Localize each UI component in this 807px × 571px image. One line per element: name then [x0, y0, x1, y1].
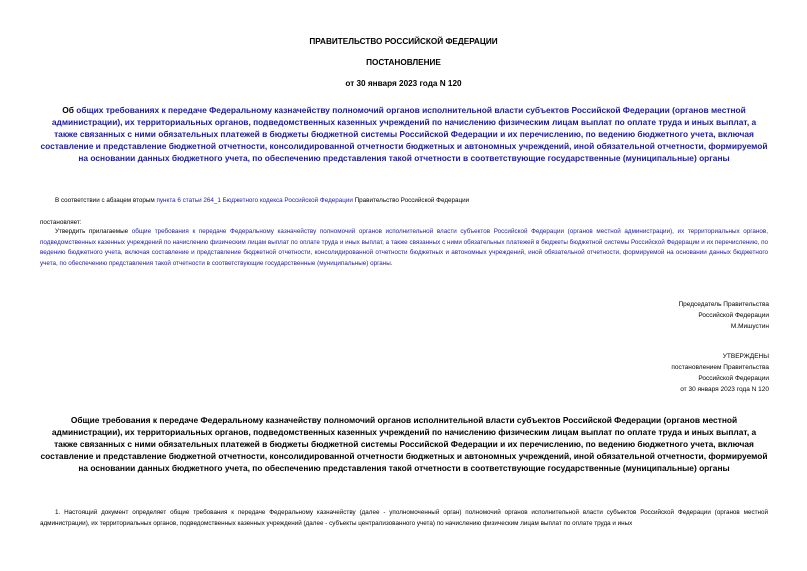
preamble-budget-code-link[interactable]: Бюджетного кодекса Российской Федерации	[222, 197, 353, 204]
approve-text-before: Утвердить прилагаемые	[55, 228, 132, 235]
document-date-number: от 30 января 2023 года N 120	[345, 79, 462, 88]
approval-block	[671, 351, 769, 395]
title-prefix: Об	[62, 105, 77, 115]
approval-line-2: постановлением Правительства	[671, 364, 769, 371]
approval-heading: УТВЕРЖДЕНЫ	[722, 353, 769, 360]
document-type-heading: ПОСТАНОВЛЕНИЕ	[366, 58, 441, 67]
preamble-paragraph	[55, 196, 775, 207]
signature-country: Российской Федерации	[698, 312, 769, 319]
preamble-text-before: В соответствии с абзацем вторым	[55, 197, 157, 204]
government-heading: ПРАВИТЕЛЬСТВО РОССИЙСКОЙ ФЕДЕРАЦИИ	[309, 37, 498, 46]
approve-link[interactable]: общие требования к передаче Федеральному казначейству полномочий органов исполнительной власти субъектов Российской Федерации (органов местной администрации), их территориальных органов, подведомственных казенных учреждений по начислению физическим лицам выплат по оплате труда и иных выплат, а также связанных с ними обязательных платежей в бюджеты бюджетной системы Российской Федерации и их перечислению, по ведению бюджетного учета, включая составление и представление бюджетной отчетности, консолидированной отчетности бюджетных и автономных учреждений, иной обязательной отчетности, формируемой на основании данных бюджетного учета, по обеспечению представления такой отчетности в соответствующие государственные (муниципальные) органы	[40, 228, 769, 267]
paragraph-1: 1. Настоящий документ определяет общие требования к передаче Федеральному казначейству (далее - уполномоченный орган) полномочий органов исполнительной власти субъектов Российской Федерации (органов местной администрации), их территориальных органов, подведомственных казенных учреждений (далее - субъекты централизованного учета) по начислению физическим лицам выплат по оплате труда и иных	[40, 509, 768, 527]
document-title	[40, 104, 768, 164]
approval-date: от 30 января 2023 года N 120	[680, 386, 769, 393]
signature-block	[678, 299, 769, 332]
requirements-title: Общие требования к передаче Федеральному казначейству полномочий органов исполнительной власти субъектов Российской Федерации (органов местной администрации), их территориальных органов, подведомственных казенных учреждений по начислению физическим лицам выплат по оплате труда и иных выплат, а также связанных с ними обязательных платежей в бюджеты бюджетной системы Российской Федерации и их перечислению, по ведению бюджетного учета, включая составление и представление бюджетной отчетности, консолидированной отчетности бюджетных и автономных учреждений, иной обязательной отчетности, формируемой на основании данных бюджетного учета, по обеспечению представления такой отчетности в соответствующие государственные (муниципальные) органы	[40, 415, 768, 473]
preamble-article-link[interactable]: пункта 6 статьи 264_1	[156, 197, 221, 204]
signature-position: Председатель Правительства	[678, 301, 769, 308]
approve-paragraph: Утвердить прилагаемые общие требования к передаче Федеральному казначейству полномочий органов исполнительной власти субъектов Российской Федерации (органов местной администрации), их территориальных органов, подведомственных казенных учреждений по начислению физическим лицам выплат по оплате труда и иных выплат, а также связанных с ними обязательных платежей в бюджеты бюджетной системы Российской Федерации и их перечислению, по ведению бюджетного учета, включая составление и представление бюджетной отчетности, консолидированной отчетности бюджетных и автономных учреждений, иной обязательной отчетности, формируемой на основании данных бюджетного учета, по обеспечению представления такой отчетности в соответствующие государственные (муниципальные) органы.	[40, 228, 769, 267]
title-link[interactable]: общих требованиях к передаче Федеральному казначейству полномочий органов исполнительной власти субъектов Российской Федерации (органов местной администрации), их территориальных органов, подведомственных казенных учреждений по начислению физическим лицам выплат по оплате труда и иных выплат, а также связанных с ними обязательных платежей в бюджеты бюджетной системы Российской Федерации и их перечислению, по ведению бюджетного учета, включая составление и представление бюджетной отчетности, консолидированной отчетности бюджетных и автономных учреждений, иной обязательной отчетности, формируемой на основании данных бюджетного учета, по обеспечению представления такой отчетности в соответствующие государственные (муниципальные) органы	[40, 105, 768, 163]
decree-word: постановляет:	[40, 219, 82, 226]
approval-line-3: Российской Федерации	[698, 375, 769, 382]
signature-name: М.Мишустин	[730, 323, 769, 330]
preamble-text-after: Правительство Российской Федерации	[352, 197, 470, 204]
